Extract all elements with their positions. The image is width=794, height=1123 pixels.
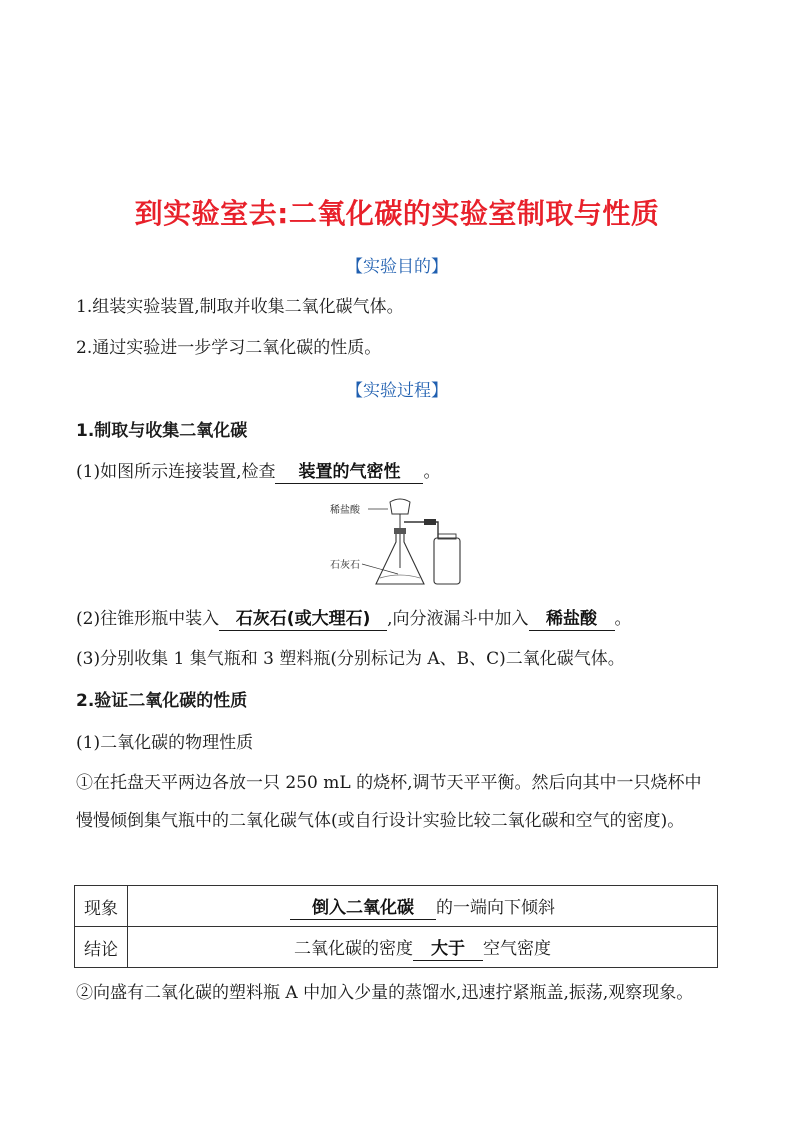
experiment-2: ②向盛有二氧化碳的塑料瓶 A 中加入少量的蒸馏水,迅速拧紧瓶盖,振荡,观察现象。 (76, 983, 694, 1003)
heading-1: 1.制取与收集二氧化碳 (76, 421, 248, 441)
step-2 (76, 606, 632, 632)
step-2-text: (2)往锥形瓶中装入 (76, 609, 220, 629)
table-row (75, 927, 718, 968)
goal-2: 2.通过实验进一步学习二氧化碳的性质。 (76, 338, 382, 358)
page-title: 到实验室去:二氧化碳的实验室制取与性质 (134, 197, 660, 230)
stopper (394, 528, 406, 534)
pointer-stone (362, 564, 398, 574)
step-1-text: (1)如图所示连接装置,检查 (76, 462, 276, 482)
row-value-conclusion (128, 927, 718, 968)
section-goal: 【实验目的】 (346, 257, 448, 277)
phenomenon-text: 的一端向下倾斜 (436, 897, 555, 918)
answer-greater: 大于 (413, 938, 483, 961)
answer-airtightness: 装置的气密性 (275, 461, 423, 484)
answer-limestone: 石灰石(或大理石) (219, 608, 387, 631)
tube-connector (424, 519, 436, 525)
row-key-conclusion: 结论 (75, 927, 128, 968)
results-table (74, 885, 718, 968)
physical-properties: (1)二氧化碳的物理性质 (76, 733, 254, 753)
label-stone: 石灰石 (330, 560, 360, 571)
goal-1: 1.组装实验装置,制取并收集二氧化碳气体。 (76, 297, 404, 317)
label-acid: 稀盐酸 (330, 505, 360, 516)
step-2-mid: ,向分液漏斗中加入 (387, 609, 529, 629)
gas-jar (434, 538, 460, 584)
table-row (75, 886, 718, 927)
heading-2: 2.验证二氧化碳的性质 (76, 691, 248, 711)
answer-co2-side: 倒入二氧化碳 (290, 897, 436, 920)
experiment-1: ①在托盘天平两边各放一只 250 mL 的烧杯,调节天平平衡。然后向其中一只烧杯中慢慢倾倒集气瓶中的二氧化碳气体(或自行设计实验比较二氧化碳和空气的密度)。 (76, 773, 702, 831)
section-process: 【实验过程】 (346, 381, 448, 401)
step-2-end: 。 (614, 609, 632, 629)
conclusion-end: 空气密度 (483, 938, 551, 959)
separatory-funnel (390, 499, 410, 514)
step-1 (76, 459, 440, 485)
step-1-end: 。 (423, 462, 441, 482)
flask-contents (380, 575, 420, 578)
row-key-phenomenon: 现象 (75, 886, 128, 927)
answer-acid: 稀盐酸 (529, 608, 615, 631)
apparatus-figure (330, 498, 470, 590)
row-value-phenomenon (128, 886, 718, 927)
step-3: (3)分别收集 1 集气瓶和 3 塑料瓶(分别标记为 A、B、C)二氧化碳气体。 (76, 649, 625, 669)
conclusion-text: 二氧化碳的密度 (294, 938, 413, 959)
